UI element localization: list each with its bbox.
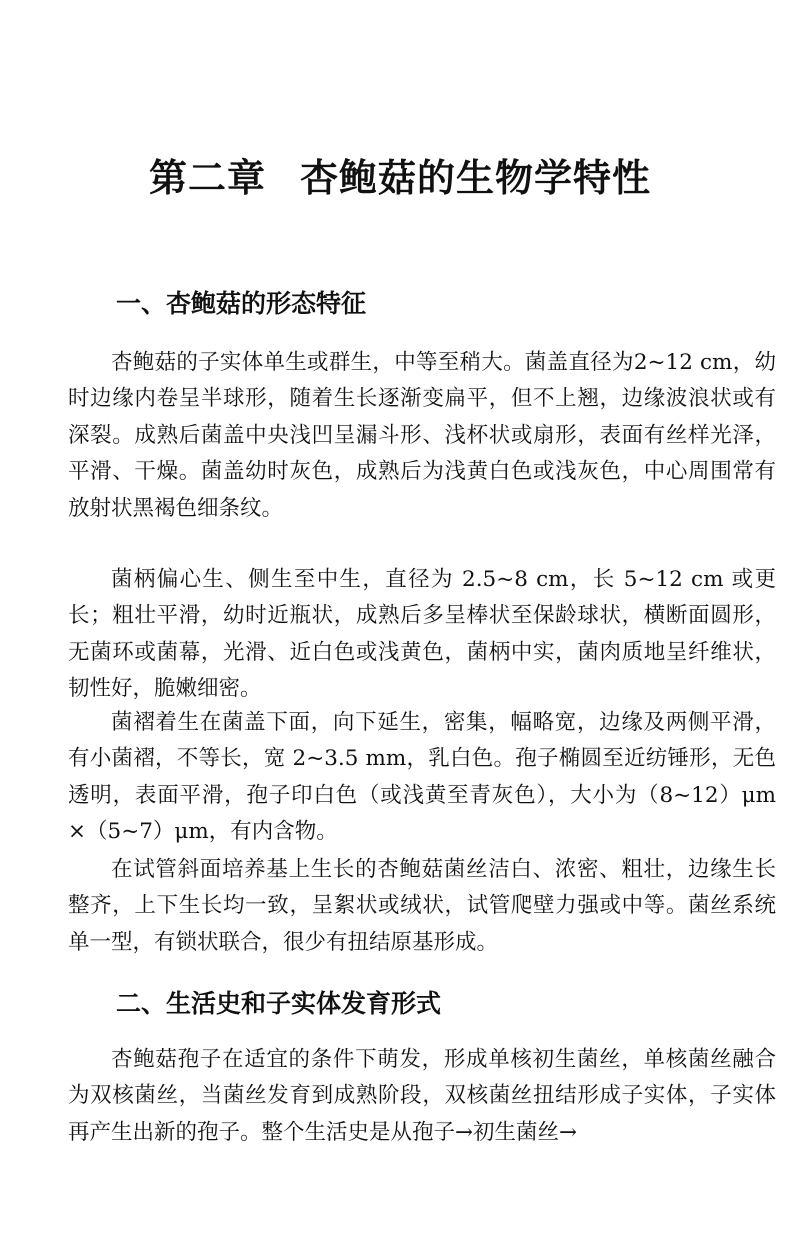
chapter-number: 第二章 (148, 156, 266, 200)
chapter-name: 杏鲍菇的生物学特性 (300, 156, 652, 200)
section-heading-life-cycle: 二、生活史和子实体发育形式 (116, 989, 442, 1018)
paragraph-stipe: 菌柄偏心生、侧生至中生，直径为 2.5~8 cm，长 5~12 cm 或更长；粗壮平滑，幼时近瓶状，成熟后多呈棒状至保龄球状，横断面圆形，无菌环或菌幕，光滑、近白色或浅黄色，菌柄中实，菌肉质地呈纤维状，韧性好，脆嫩细密。 (68, 567, 776, 702)
paragraph-mycelium: 在试管斜面培养基上生长的杏鲍菇菌丝洁白、浓密、粗壮，边缘生长整齐，上下生长均一致，呈絮状或绒状，试管爬壁力强或中等。菌丝系统单一型，有锁状联合，很少有扭结原基形成。 (68, 857, 776, 955)
paragraph-gills-spores: 菌褶着生在菌盖下面，向下延生，密集，幅略宽，边缘及两侧平滑，有小菌褶，不等长，宽 2~3.5 mm，乳白色。孢子椭圆至近纺锤形，无色透明，表面平滑，孢子印白色（或浅黄至青灰色），大小为（8~12）μm ×（5~7）μm，有内含物。 (68, 710, 776, 845)
paragraph-life-cycle: 杏鲍菇孢子在适宜的条件下萌发，形成单核初生菌丝，单核菌丝融合为双核菌丝，当菌丝发育到成熟阶段，双核菌丝扭结形成子实体，子实体再产生出新的孢子。整个生活史是从孢子→初生菌丝→ (68, 1047, 776, 1145)
paragraph-cap: 杏鲍菇的子实体单生或群生，中等至稍大。菌盖直径为2~12 cm，幼时边缘内卷呈半球形，随着生长逐渐变扁平，但不上翘，边缘波浪状或有深裂。成熟后菌盖中央浅凹呈漏斗形、浅杯状或扇形，表面有丝样光泽，平滑、干燥。菌盖幼时灰色，成熟后为浅黄白色或浅灰色，中心周围常有放射状黑褐色细条纹。 (68, 350, 776, 521)
chapter-title (0, 148, 800, 208)
section-heading-morphology: 一、杏鲍菇的形态特征 (116, 289, 367, 318)
